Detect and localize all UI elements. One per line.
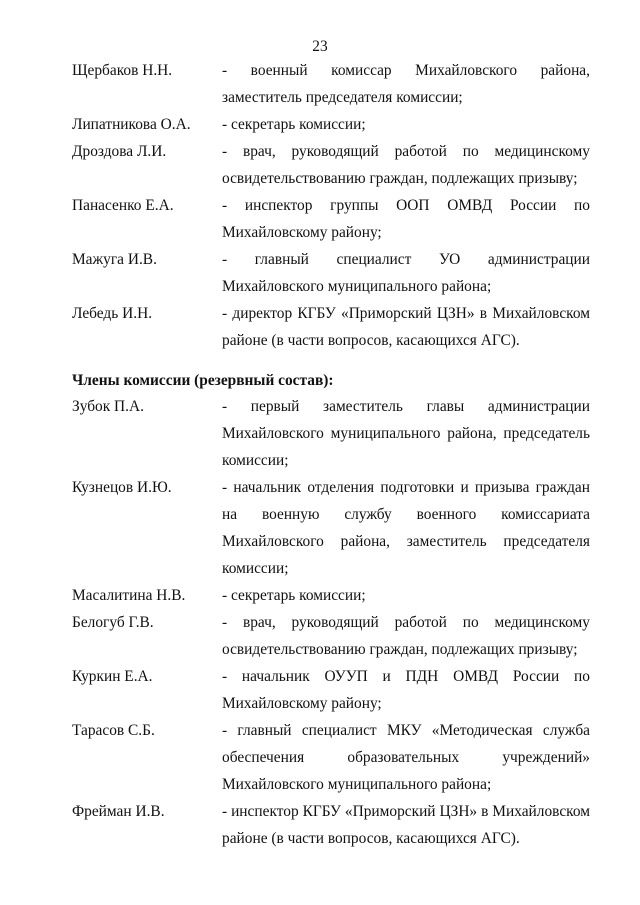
member-entry (72, 582, 590, 609)
member-role: - врач, руководящий работой по медицинскому освидетельствованию граждан, подлежащих призыву; (222, 143, 590, 187)
member-name: Зубок П.А. (72, 398, 144, 415)
member-name: Щербаков Н.Н. (72, 62, 173, 79)
member-name: Белогуб Г.В. (72, 614, 154, 631)
member-entry (72, 246, 590, 300)
member-entry (72, 57, 590, 111)
member-role: - инспектор КГБУ «Приморский ЦЗН» в Михайловском районе (в части вопросов, касающихся АГС). (222, 803, 590, 847)
member-role: - первый заместитель главы администрации Михайловского муниципального района, председатель комиссии; (222, 398, 590, 469)
member-name: Липатникова О.А. (72, 116, 191, 133)
member-entry (72, 717, 590, 798)
member-name: Лебедь И.Н. (72, 305, 153, 322)
page-number: 23 (312, 38, 328, 55)
member-name: Кузнецов И.Ю. (72, 479, 172, 496)
primary-members-list (72, 57, 590, 354)
member-entry (72, 474, 590, 582)
member-role: - врач, руководящий работой по медицинскому освидетельствованию граждан, подлежащих призыву; (222, 614, 590, 658)
member-entry (72, 663, 590, 717)
member-entry (72, 798, 590, 852)
member-entry (72, 111, 590, 138)
reserve-section-title: Члены комиссии (резервный состав): (72, 372, 334, 389)
member-name: Масалитина Н.В. (72, 587, 186, 604)
member-role: - секретарь комиссии; (222, 587, 366, 604)
reserve-members-list (72, 393, 590, 852)
member-role: - начальник отделения подготовки и призыва граждан на военную службу военного комиссариата Михайловского района, заместитель председателя комиссии; (222, 479, 590, 577)
member-entry (72, 300, 590, 354)
member-entry (72, 609, 590, 663)
member-role: - главный специалист МКУ «Методическая служба обеспечения образовательных учреждений» Михайловского муниципального района; (222, 722, 590, 793)
member-name: Мажуга И.В. (72, 251, 157, 268)
member-name: Куркин Е.А. (72, 668, 153, 685)
member-name: Тарасов С.Б. (72, 722, 155, 739)
member-entry (72, 393, 590, 474)
member-role: - начальник ОУУП и ПДН ОМВД России по Михайловскому району; (222, 668, 590, 712)
member-role: - военный комиссар Михайловского района, заместитель председателя комиссии; (222, 62, 590, 106)
member-role: - инспектор группы ООП ОМВД России по Михайловскому району; (222, 197, 590, 241)
member-entry (72, 192, 590, 246)
member-role: - секретарь комиссии; (222, 116, 366, 133)
member-role: - директор КГБУ «Приморский ЦЗН» в Михайловском районе (в части вопросов, касающихся АГС). (222, 305, 590, 349)
member-entry (72, 138, 590, 192)
member-name: Панасенко Е.А. (72, 197, 174, 214)
member-name: Фрейман И.В. (72, 803, 165, 820)
member-role: - главный специалист УО администрации Михайловского муниципального района; (222, 251, 590, 295)
member-name: Дроздова Л.И. (72, 143, 167, 160)
